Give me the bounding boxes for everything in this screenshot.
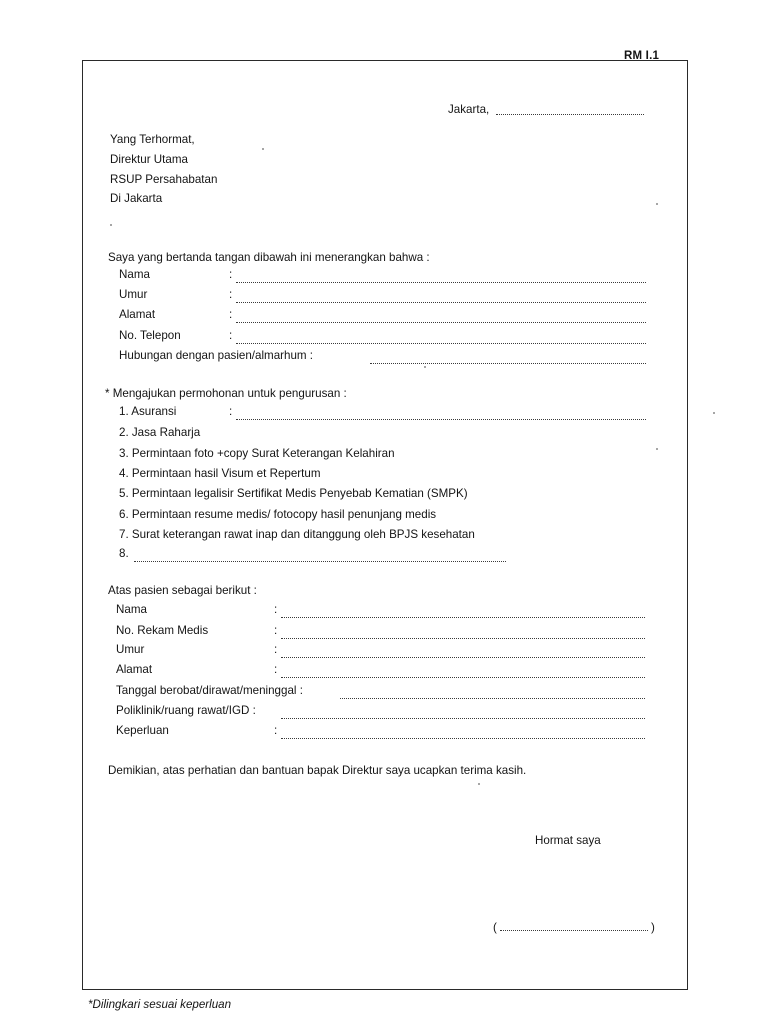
applicant-field-label: Hubungan dengan pasien/almarhum :	[119, 349, 314, 362]
request-heading: * Mengajukan permohonan untuk pengurusan :	[105, 387, 347, 400]
field-separator: :	[229, 405, 233, 418]
signature-line	[500, 922, 648, 931]
scan-speck	[713, 412, 715, 414]
scan-speck	[656, 203, 658, 205]
patient-field-line	[281, 609, 645, 618]
patient-field-label: No. Rekam Medis	[116, 624, 209, 637]
page-frame	[82, 60, 688, 990]
footnote-text: *Dilingkari sesuai keperluan	[88, 998, 232, 1011]
request-item: 2. Jasa Raharja	[119, 426, 201, 439]
scan-speck	[424, 366, 426, 368]
patient-field-line	[281, 630, 645, 639]
signoff-text: Hormat saya	[535, 834, 601, 847]
applicant-field-label: Alamat	[119, 308, 156, 321]
field-separator: :	[274, 603, 278, 616]
field-separator: :	[274, 663, 278, 676]
scan-speck	[110, 224, 112, 226]
applicant-field-line	[236, 335, 646, 344]
applicant-field-line	[236, 294, 646, 303]
applicant-field-label: Nama	[119, 268, 150, 281]
request-item: 5. Permintaan legalisir Sertifikat Medis Penyebab Kematian (SMPK)	[119, 487, 468, 500]
request-item-line	[236, 411, 646, 420]
applicant-field-line	[236, 314, 646, 323]
field-separator: :	[229, 329, 233, 342]
field-separator: :	[229, 288, 233, 301]
applicant-field-line	[236, 274, 646, 283]
patient-field-label: Nama	[116, 603, 147, 616]
place-date-label: Jakarta,	[448, 103, 490, 116]
addressee-line: Di Jakarta	[110, 192, 163, 205]
request-item: 4. Permintaan hasil Visum et Repertum	[119, 467, 321, 480]
addressee-line: RSUP Persahabatan	[110, 173, 218, 186]
field-separator: :	[229, 268, 233, 281]
statement-text: Saya yang bertanda tangan dibawah ini menerangkan bahwa :	[108, 251, 430, 264]
request-item: 3. Permintaan foto +copy Surat Keterangan Kelahiran	[119, 447, 395, 460]
date-dotted-line	[496, 106, 644, 115]
request-item: 7. Surat keterangan rawat inap dan ditanggung oleh BPJS kesehatan	[119, 528, 475, 541]
patient-field-label: Umur	[116, 643, 145, 656]
scan-speck	[478, 783, 480, 785]
patient-field-line	[340, 690, 645, 699]
request-item-line	[134, 553, 506, 562]
field-separator: :	[274, 724, 278, 737]
field-separator: :	[274, 624, 278, 637]
patient-field-label: Keperluan	[116, 724, 169, 737]
request-item: 6. Permintaan resume medis/ fotocopy hasil penunjang medis	[119, 508, 437, 521]
request-item: 8.	[119, 547, 129, 560]
signature-open-paren: (	[493, 921, 497, 934]
applicant-field-label: No. Telepon	[119, 329, 181, 342]
scan-speck	[656, 448, 658, 450]
addressee-line: Direktur Utama	[110, 153, 188, 166]
patient-field-line	[281, 669, 645, 678]
patient-field-line	[281, 710, 645, 719]
patient-field-line	[281, 649, 645, 658]
request-item: 1. Asuransi	[119, 405, 177, 418]
patient-heading: Atas pasien sebagai berikut :	[108, 584, 257, 597]
scan-speck	[262, 148, 264, 150]
applicant-field-label: Umur	[119, 288, 148, 301]
patient-field-label: Alamat	[116, 663, 153, 676]
signature-close-paren: )	[651, 921, 655, 934]
field-separator: :	[274, 643, 278, 656]
applicant-field-line	[370, 355, 646, 364]
addressee-line: Yang Terhormat,	[110, 133, 195, 146]
patient-field-line	[281, 730, 645, 739]
field-separator: :	[229, 308, 233, 321]
patient-field-label: Poliklinik/ruang rawat/IGD :	[116, 704, 256, 717]
form-code: RM I.1	[624, 50, 660, 62]
patient-field-label: Tanggal berobat/dirawat/meninggal :	[116, 684, 303, 697]
closing-text: Demikian, atas perhatian dan bantuan bapak Direktur saya ucapkan terima kasih.	[108, 764, 527, 777]
